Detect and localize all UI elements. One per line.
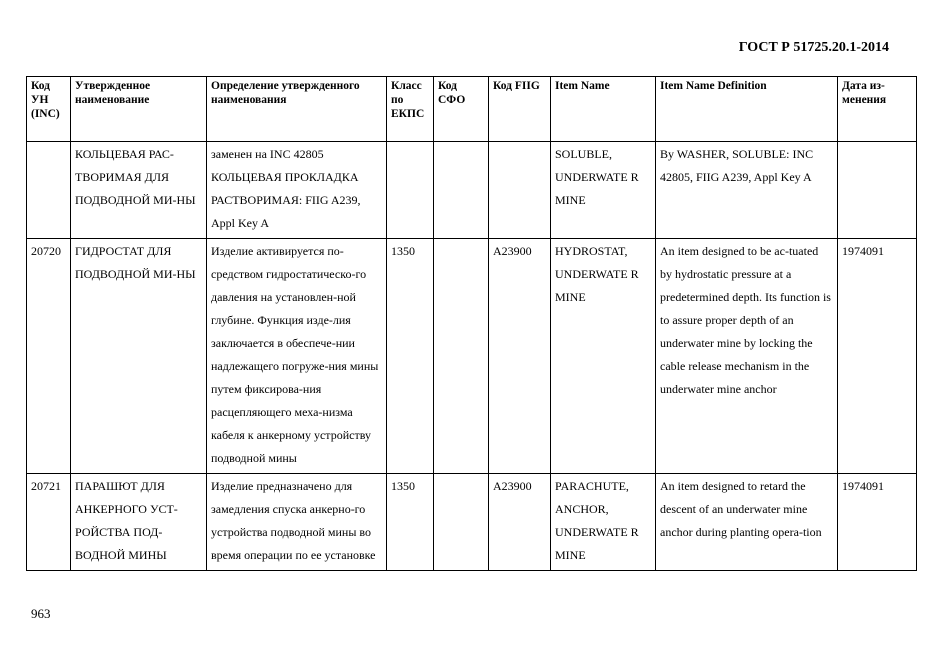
cell-item-name: HYDROSTAT, UNDERWATE R MINE (551, 239, 656, 474)
header-inc: Код УН (INC) (27, 77, 71, 142)
cell-approved-name: КОЛЬЦЕВАЯ РАС-ТВОРИМАЯ ДЛЯ ПОДВОДНОЙ МИ-НЫ (71, 142, 207, 239)
cell-change-date: 1974091 (838, 474, 917, 571)
cell-inc (27, 142, 71, 239)
cell-inc: 20720 (27, 239, 71, 474)
header-item-name: Item Name (551, 77, 656, 142)
cell-item-name-definition: By WASHER, SOLUBLE: INC 42805, FIIG A239, Appl Key A (656, 142, 838, 239)
cell-sfo-code (434, 142, 489, 239)
header-fiig-code: Код FIIG (489, 77, 551, 142)
cell-change-date: 1974091 (838, 239, 917, 474)
cell-fiig-code: A23900 (489, 239, 551, 474)
cell-change-date (838, 142, 917, 239)
cell-ekps-class (387, 142, 434, 239)
header-change-date: Дата из-менения (838, 77, 917, 142)
document-code: ГОСТ Р 51725.20.1-2014 (738, 40, 889, 55)
cell-definition: Изделие активируется по-средством гидростатическо-го давления на установлен-ной глубине. Функция изде-лия заключается в обеспече-нии надлежащего погруже-ния мины путем фиксирова-ния расцепляющего меха-низма кабеля к анкерному устройству подводной мины (207, 239, 387, 474)
cell-ekps-class: 1350 (387, 474, 434, 571)
cell-fiig-code: A23900 (489, 474, 551, 571)
header-definition: Определение утвержденного наименования (207, 77, 387, 142)
cell-item-name: PARACHUTE, ANCHOR, UNDERWATE R MINE (551, 474, 656, 571)
cell-approved-name: ГИДРОСТАТ ДЛЯ ПОДВОДНОЙ МИ-НЫ (71, 239, 207, 474)
cell-sfo-code (434, 474, 489, 571)
cell-item-name-definition: An item designed to retard the descent of an underwater mine anchor during planting opera-tion (656, 474, 838, 571)
cell-ekps-class: 1350 (387, 239, 434, 474)
cell-item-name-definition: An item designed to be ac-tuated by hydrostatic pressure at a predetermined depth. Its function is to assure proper depth of an underwater mine by locking the cable release mechanism in the underwater mine anchor (656, 239, 838, 474)
cell-approved-name: ПАРАШЮТ ДЛЯ АНКЕРНОГО УСТ-РОЙСТВА ПОД-ВОДНОЙ МИНЫ (71, 474, 207, 571)
cell-inc: 20721 (27, 474, 71, 571)
header-row (27, 77, 917, 142)
table-row (27, 142, 917, 239)
items-table (26, 76, 917, 571)
table-row (27, 474, 917, 571)
cell-definition: заменен на INC 42805 КОЛЬЦЕВАЯ ПРОКЛАДКА РАСТВОРИМАЯ: FIIG A239, Appl Key A (207, 142, 387, 239)
cell-item-name: SOLUBLE, UNDERWATE R MINE (551, 142, 656, 239)
cell-definition: Изделие предназначено для замедления спуска анкерно-го устройства подводной мины во время операции по ее установке (207, 474, 387, 571)
cell-sfo-code (434, 239, 489, 474)
header-item-name-definition: Item Name Definition (656, 77, 838, 142)
header-sfo-code: Код СФО (434, 77, 489, 142)
header-approved-name: Утвержденное наименование (71, 77, 207, 142)
header-ekps-class: Класс по ЕКПС (387, 77, 434, 142)
table-row (27, 239, 917, 474)
page-number: 963 (31, 606, 51, 621)
cell-fiig-code (489, 142, 551, 239)
